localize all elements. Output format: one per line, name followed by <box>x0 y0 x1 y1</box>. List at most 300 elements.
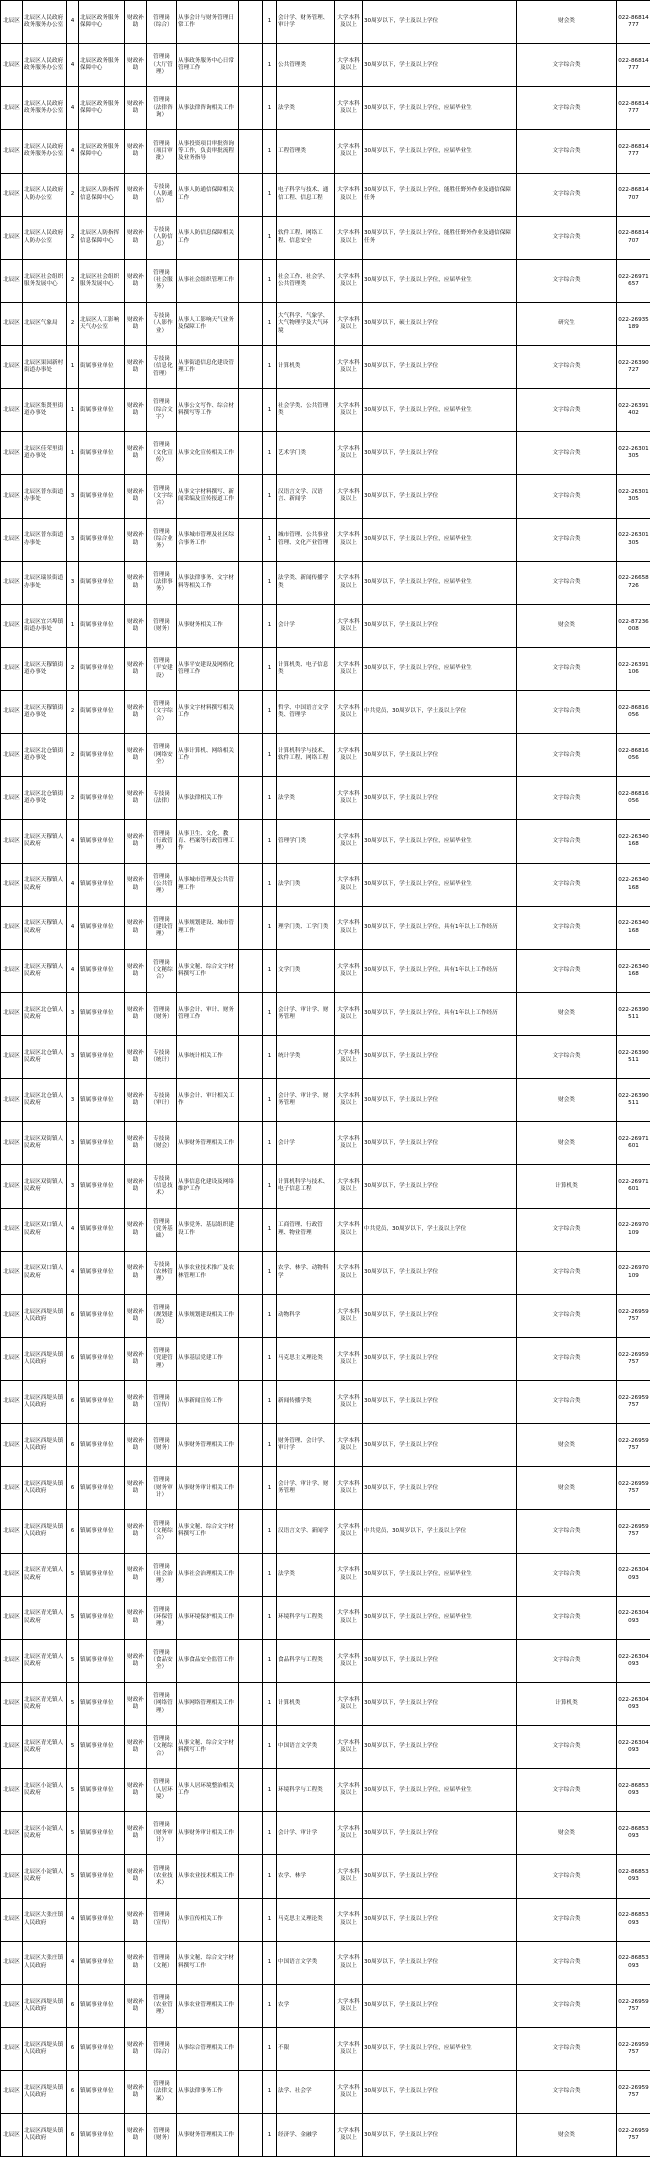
cell-area: 北辰区 <box>1 1 23 44</box>
cell-area: 北辰区 <box>1 1596 23 1639</box>
cell-code: 4 <box>67 906 79 949</box>
cell-exam: 文字综合类 <box>517 820 617 863</box>
cell-code: 5 <box>67 1812 79 1855</box>
cell-code: 6 <box>67 2071 79 2114</box>
table-row <box>1 1079 650 1122</box>
cell-nature: 财政补助 <box>125 949 147 992</box>
cell-job: 从事规划建设、城市管理工作 <box>177 906 239 949</box>
table-row <box>1 561 650 604</box>
cell-exam: 文字综合类 <box>517 2071 617 2114</box>
cell-code: 1 <box>67 432 79 475</box>
cell-other: 30周岁以下，学士及以上学位 <box>363 777 517 820</box>
cell-host: 镇属事业单位 <box>79 1036 125 1079</box>
cell-exam: 财会类 <box>517 1467 617 1510</box>
cell-area: 北辰区 <box>1 2114 23 2157</box>
cell-phone: 022-26959757 <box>617 1510 650 1553</box>
cell-phone: 022-26658726 <box>617 561 650 604</box>
cell-other: 30周岁以下，学士及以上学位，应届毕业生 <box>363 647 517 690</box>
cell-major: 马克思主义理论类 <box>277 1337 335 1380</box>
cell-edu: 大学本科及以上 <box>335 1769 363 1812</box>
cell-type: 管理岗（文字综合） <box>147 475 177 518</box>
cell-num: 1 <box>263 777 277 820</box>
cell-major: 社会学类、公共管理类 <box>277 389 335 432</box>
cell-type: 专技岗（人防信息） <box>147 216 177 259</box>
cell-other: 30周岁以下，学士及以上学位，应届毕业生 <box>363 389 517 432</box>
cell-code: 2 <box>67 302 79 345</box>
cell-type: 管理岗（文化宣传） <box>147 432 177 475</box>
cell-job: 从事财务相关工作 <box>177 604 239 647</box>
table-row <box>1 1682 650 1725</box>
table-row <box>1 1596 650 1639</box>
cell-desc <box>239 604 263 647</box>
cell-phone: 022-26304093 <box>617 1553 650 1596</box>
cell-nature: 财政补助 <box>125 777 147 820</box>
cell-area: 北辰区 <box>1 432 23 475</box>
table-row <box>1 173 650 216</box>
cell-exam: 文字综合类 <box>517 691 617 734</box>
cell-major: 环境科学与工程类 <box>277 1769 335 1812</box>
cell-major: 中国语言文学类 <box>277 1726 335 1769</box>
cell-job: 从事人居环境整治相关工作 <box>177 1769 239 1812</box>
cell-unit: 北辰区小淀镇人民政府 <box>23 1812 67 1855</box>
cell-unit: 北辰区北仓镇人民政府 <box>23 992 67 1035</box>
cell-major: 环境科学与工程类 <box>277 1596 335 1639</box>
cell-nature: 财政补助 <box>125 2071 147 2114</box>
cell-host: 北辰区政务服务保障中心 <box>79 130 125 173</box>
cell-edu: 大学本科及以上 <box>335 561 363 604</box>
cell-type: 管理岗（宣传） <box>147 1381 177 1424</box>
cell-phone: 022-26970109 <box>617 1251 650 1294</box>
cell-other: 30周岁以下，学士及以上学位 <box>363 1036 517 1079</box>
cell-area: 北辰区 <box>1 561 23 604</box>
cell-num: 1 <box>263 302 277 345</box>
cell-exam: 文字综合类 <box>517 518 617 561</box>
cell-code: 4 <box>67 130 79 173</box>
cell-type: 管理岗（建设管理） <box>147 906 177 949</box>
table-body <box>1 1 650 2157</box>
cell-edu: 大学本科及以上 <box>335 2027 363 2070</box>
cell-job: 从事法律咨询相关工作 <box>177 87 239 130</box>
cell-area: 北辰区 <box>1 1208 23 1251</box>
cell-code: 2 <box>67 173 79 216</box>
cell-type: 管理岗（党建管理） <box>147 1337 177 1380</box>
cell-desc <box>239 2071 263 2114</box>
cell-code: 2 <box>67 259 79 302</box>
cell-job: 从事文化宣传相关工作 <box>177 432 239 475</box>
cell-type: 管理岗（综合） <box>147 2027 177 2070</box>
cell-exam: 财会类 <box>517 1122 617 1165</box>
cell-other: 30周岁以下，学士及以上学位 <box>363 604 517 647</box>
cell-unit: 北辰区佳荣里街道办事处 <box>23 432 67 475</box>
cell-nature: 财政补助 <box>125 1467 147 1510</box>
cell-num: 1 <box>263 561 277 604</box>
cell-nature: 财政补助 <box>125 475 147 518</box>
cell-phone: 022-26971601 <box>617 1165 650 1208</box>
cell-type: 专技岗（人影作业） <box>147 302 177 345</box>
cell-host: 镇属事业单位 <box>79 820 125 863</box>
cell-major: 工程管理类 <box>277 130 335 173</box>
cell-type: 管理岗（法律咨询） <box>147 87 177 130</box>
cell-edu: 大学本科及以上 <box>335 1251 363 1294</box>
cell-type: 管理岗（网络管理） <box>147 1682 177 1725</box>
cell-num: 1 <box>263 1596 277 1639</box>
cell-desc <box>239 1984 263 2027</box>
cell-other: 30周岁以下，学士及以上学位 <box>363 432 517 475</box>
cell-area: 北辰区 <box>1 130 23 173</box>
cell-desc <box>239 1553 263 1596</box>
cell-job: 从事财务管理相关工作 <box>177 2114 239 2157</box>
cell-type: 专技岗（财会） <box>147 1122 177 1165</box>
cell-phone: 022-26959757 <box>617 2027 650 2070</box>
cell-major: 大气科学、气象学、大气物理学及大气环境 <box>277 302 335 345</box>
cell-nature: 财政补助 <box>125 302 147 345</box>
cell-code: 6 <box>67 1510 79 1553</box>
cell-host: 镇属事业单位 <box>79 1510 125 1553</box>
cell-edu: 大学本科及以上 <box>335 389 363 432</box>
cell-exam: 财会类 <box>517 1424 617 1467</box>
cell-unit: 北辰区西堤头镇人民政府 <box>23 1467 67 1510</box>
cell-exam: 文字综合类 <box>517 1294 617 1337</box>
cell-phone: 022-26301305 <box>617 432 650 475</box>
cell-job: 从事信息化建设及网络维护工作 <box>177 1165 239 1208</box>
cell-major: 农学 <box>277 1984 335 2027</box>
cell-phone: 022-26390511 <box>617 992 650 1035</box>
cell-exam: 文字综合类 <box>517 216 617 259</box>
cell-area: 北辰区 <box>1 1337 23 1380</box>
cell-num: 1 <box>263 1855 277 1898</box>
cell-type: 管理岗（宣传） <box>147 1898 177 1941</box>
cell-other: 30周岁以下，学士及以上学位，能胜任野外作业及通信保障任务 <box>363 173 517 216</box>
cell-type: 专技岗（人防通信） <box>147 173 177 216</box>
cell-exam: 文字综合类 <box>517 1898 617 1941</box>
cell-other: 中共党员，30周岁以下，学士及以上学位 <box>363 1208 517 1251</box>
cell-exam: 文字综合类 <box>517 44 617 87</box>
table-row <box>1 1467 650 1510</box>
cell-host: 北辰区政务服务保障中心 <box>79 1 125 44</box>
table-row <box>1 1208 650 1251</box>
cell-code: 5 <box>67 1639 79 1682</box>
cell-job: 从事会计与财务管理日常工作 <box>177 1 239 44</box>
cell-job: 从事城市管理及社区综合事务工作 <box>177 518 239 561</box>
cell-desc <box>239 1855 263 1898</box>
table-row <box>1 2114 650 2157</box>
cell-nature: 财政补助 <box>125 1769 147 1812</box>
cell-nature: 财政补助 <box>125 130 147 173</box>
cell-nature: 财政补助 <box>125 647 147 690</box>
cell-desc <box>239 691 263 734</box>
cell-desc <box>239 216 263 259</box>
cell-nature: 财政补助 <box>125 691 147 734</box>
cell-job: 从事法律相关工作 <box>177 777 239 820</box>
cell-edu: 大学本科及以上 <box>335 1510 363 1553</box>
cell-edu: 大学本科及以上 <box>335 1639 363 1682</box>
cell-edu: 大学本科及以上 <box>335 1553 363 1596</box>
cell-num: 1 <box>263 259 277 302</box>
table-row <box>1 1984 650 2027</box>
cell-other: 中共党员，30周岁以下，学士及以上学位 <box>363 1510 517 1553</box>
cell-type: 管理岗（规划建设） <box>147 1294 177 1337</box>
cell-desc <box>239 302 263 345</box>
table-row <box>1 1036 650 1079</box>
cell-exam: 文字综合类 <box>517 647 617 690</box>
cell-phone: 022-86816056 <box>617 734 650 777</box>
cell-phone: 022-26340168 <box>617 906 650 949</box>
cell-host: 北辰区社会组织服务发展中心 <box>79 259 125 302</box>
table-row <box>1 1769 650 1812</box>
cell-job: 从事文字材料撰写相关工作 <box>177 691 239 734</box>
cell-other: 30周岁以下，学士及以上学位 <box>363 475 517 518</box>
cell-code: 6 <box>67 1467 79 1510</box>
cell-desc <box>239 1639 263 1682</box>
cell-major: 汉语言文学、新闻学 <box>277 1510 335 1553</box>
cell-desc <box>239 1812 263 1855</box>
cell-nature: 财政补助 <box>125 1 147 44</box>
cell-host: 镇属事业单位 <box>79 1769 125 1812</box>
table-row <box>1 1553 650 1596</box>
cell-code: 2 <box>67 734 79 777</box>
cell-host: 镇属事业单位 <box>79 1941 125 1984</box>
cell-code: 4 <box>67 1208 79 1251</box>
cell-major: 法学类 <box>277 777 335 820</box>
cell-area: 北辰区 <box>1 2071 23 2114</box>
cell-edu: 大学本科及以上 <box>335 820 363 863</box>
cell-area: 北辰区 <box>1 259 23 302</box>
cell-num: 1 <box>263 1726 277 1769</box>
cell-major: 统计学类 <box>277 1036 335 1079</box>
cell-type: 专技岗（审计） <box>147 1079 177 1122</box>
cell-code: 1 <box>67 604 79 647</box>
cell-host: 镇属事业单位 <box>79 1467 125 1510</box>
cell-num: 1 <box>263 647 277 690</box>
cell-nature: 财政补助 <box>125 216 147 259</box>
table-row <box>1 1 650 44</box>
cell-host: 街属事业单位 <box>79 561 125 604</box>
cell-job: 从事公文写作、综合材料撰写等工作 <box>177 389 239 432</box>
cell-desc <box>239 1726 263 1769</box>
cell-phone: 022-26959757 <box>617 1337 650 1380</box>
cell-num: 1 <box>263 1079 277 1122</box>
cell-code: 5 <box>67 1855 79 1898</box>
cell-code: 6 <box>67 1294 79 1337</box>
cell-code: 3 <box>67 1165 79 1208</box>
cell-job: 从事农业技术相关工作 <box>177 1855 239 1898</box>
cell-unit: 北辰区青光镇人民政府 <box>23 1726 67 1769</box>
cell-code: 3 <box>67 518 79 561</box>
cell-nature: 财政补助 <box>125 820 147 863</box>
cell-code: 3 <box>67 1036 79 1079</box>
cell-major: 中国语言文学类 <box>277 1941 335 1984</box>
cell-area: 北辰区 <box>1 518 23 561</box>
cell-phone: 022-26390511 <box>617 1036 650 1079</box>
cell-phone: 022-26340168 <box>617 820 650 863</box>
cell-exam: 财会类 <box>517 992 617 1035</box>
cell-nature: 财政补助 <box>125 1682 147 1725</box>
cell-code: 2 <box>67 777 79 820</box>
cell-unit: 北辰区宜兴埠镇街道办事处 <box>23 604 67 647</box>
cell-host: 镇属事业单位 <box>79 1984 125 2027</box>
cell-other: 30周岁以下，学士及以上学位，应届毕业生 <box>363 2027 517 2070</box>
cell-major: 城市管理、公共事业管理、文化产业管理 <box>277 518 335 561</box>
cell-area: 北辰区 <box>1 777 23 820</box>
cell-desc <box>239 1251 263 1294</box>
cell-type: 管理岗（食品安全） <box>147 1639 177 1682</box>
cell-job: 从事文秘、综合文字材料撰写工作 <box>177 1726 239 1769</box>
cell-exam: 财会类 <box>517 2114 617 2157</box>
table-row <box>1 302 650 345</box>
table-row <box>1 1855 650 1898</box>
cell-job: 从事财务审计相关工作 <box>177 1467 239 1510</box>
cell-other: 30周岁以下，学士及以上学位 <box>363 1639 517 1682</box>
table-row <box>1 216 650 259</box>
cell-other: 30周岁以下，学士及以上学位 <box>363 1 517 44</box>
cell-exam: 文字综合类 <box>517 389 617 432</box>
cell-code: 4 <box>67 949 79 992</box>
cell-nature: 财政补助 <box>125 1726 147 1769</box>
cell-code: 6 <box>67 1381 79 1424</box>
cell-nature: 财政补助 <box>125 346 147 389</box>
cell-phone: 022-26959757 <box>617 1381 650 1424</box>
cell-host: 北辰区政务服务保障中心 <box>79 87 125 130</box>
cell-edu: 大学本科及以上 <box>335 1682 363 1725</box>
cell-num: 1 <box>263 734 277 777</box>
cell-unit: 北辰区西堤头镇人民政府 <box>23 1381 67 1424</box>
cell-job: 从事法律事务、文字材料等相关工作 <box>177 561 239 604</box>
cell-num: 1 <box>263 1424 277 1467</box>
cell-phone: 022-26304093 <box>617 1726 650 1769</box>
cell-desc <box>239 87 263 130</box>
cell-exam: 研究生 <box>517 302 617 345</box>
cell-other: 中共党员，30周岁以下，学士及以上学位 <box>363 691 517 734</box>
table-row <box>1 1510 650 1553</box>
cell-other: 30周岁以下，学士及以上学位 <box>363 1941 517 1984</box>
cell-num: 1 <box>263 432 277 475</box>
cell-edu: 大学本科及以上 <box>335 259 363 302</box>
cell-area: 北辰区 <box>1 1424 23 1467</box>
cell-phone: 022-26391106 <box>617 647 650 690</box>
table-row <box>1 130 650 173</box>
cell-area: 北辰区 <box>1 87 23 130</box>
cell-host: 镇属事业单位 <box>79 863 125 906</box>
cell-other: 30周岁以下，学士及以上学位，应届毕业生 <box>363 130 517 173</box>
cell-exam: 文字综合类 <box>517 130 617 173</box>
cell-major: 会计学、审计学、财务管理 <box>277 1079 335 1122</box>
cell-exam: 计算机类 <box>517 1682 617 1725</box>
cell-job: 从事社会组织管理工作 <box>177 259 239 302</box>
cell-unit: 北辰区双口镇人民政府 <box>23 1208 67 1251</box>
cell-job: 从事文秘、综合文字材料撰写工作 <box>177 949 239 992</box>
cell-nature: 财政补助 <box>125 1122 147 1165</box>
cell-host: 镇属事业单位 <box>79 1294 125 1337</box>
table-row <box>1 604 650 647</box>
cell-host: 街属事业单位 <box>79 389 125 432</box>
cell-desc <box>239 647 263 690</box>
cell-unit: 北辰区天穆镇街道办事处 <box>23 691 67 734</box>
cell-num: 1 <box>263 1682 277 1725</box>
cell-major: 管理学门类 <box>277 820 335 863</box>
cell-edu: 大学本科及以上 <box>335 432 363 475</box>
cell-other: 30周岁以下，学士及以上学位 <box>363 1381 517 1424</box>
cell-num: 1 <box>263 1251 277 1294</box>
cell-type: 管理岗（农业技术） <box>147 1855 177 1898</box>
cell-area: 北辰区 <box>1 1855 23 1898</box>
cell-other: 30周岁以下，学士及以上学位，应届毕业生 <box>363 561 517 604</box>
cell-num: 1 <box>263 1122 277 1165</box>
cell-nature: 财政补助 <box>125 561 147 604</box>
cell-phone: 022-86816056 <box>617 691 650 734</box>
cell-exam: 文字综合类 <box>517 1984 617 2027</box>
cell-nature: 财政补助 <box>125 1294 147 1337</box>
cell-other: 30周岁以下，学士及以上学位，应届毕业生 <box>363 87 517 130</box>
table-row <box>1 518 650 561</box>
cell-unit: 北辰区西堤头镇人民政府 <box>23 1984 67 2027</box>
cell-phone: 022-26390511 <box>617 1079 650 1122</box>
cell-desc <box>239 906 263 949</box>
cell-edu: 大学本科及以上 <box>335 1596 363 1639</box>
cell-desc <box>239 1381 263 1424</box>
cell-major: 法学类、新闻传播学类 <box>277 561 335 604</box>
cell-nature: 财政补助 <box>125 432 147 475</box>
cell-num: 1 <box>263 1337 277 1380</box>
cell-major: 法学、社会学 <box>277 2071 335 2114</box>
cell-edu: 大学本科及以上 <box>335 1208 363 1251</box>
cell-exam: 文字综合类 <box>517 346 617 389</box>
cell-desc <box>239 2027 263 2070</box>
cell-host: 北辰区人防指挥信息保障中心 <box>79 216 125 259</box>
cell-host: 镇属事业单位 <box>79 1165 125 1208</box>
cell-nature: 财政补助 <box>125 1208 147 1251</box>
cell-num: 1 <box>263 475 277 518</box>
cell-exam: 文字综合类 <box>517 1553 617 1596</box>
cell-num: 1 <box>263 1165 277 1208</box>
cell-host: 街属事业单位 <box>79 734 125 777</box>
cell-other: 30周岁以下，学士及以上学位，应届毕业生 <box>363 1553 517 1596</box>
cell-area: 北辰区 <box>1 604 23 647</box>
cell-major: 会计学 <box>277 604 335 647</box>
cell-desc <box>239 734 263 777</box>
cell-exam: 文字综合类 <box>517 1337 617 1380</box>
cell-desc <box>239 1337 263 1380</box>
cell-phone: 022-86814777 <box>617 87 650 130</box>
cell-type: 管理岗（党务基础） <box>147 1208 177 1251</box>
cell-job: 从事财务审计相关工作 <box>177 1812 239 1855</box>
cell-num: 1 <box>263 1467 277 1510</box>
cell-unit: 北辰区人民政府人防办公室 <box>23 173 67 216</box>
cell-host: 镇属事业单位 <box>79 2027 125 2070</box>
cell-desc <box>239 1682 263 1725</box>
cell-num: 1 <box>263 216 277 259</box>
cell-other: 30周岁以下，学士及以上学位 <box>363 1251 517 1294</box>
cell-code: 6 <box>67 1337 79 1380</box>
cell-major: 会计学、审计学、财务管理 <box>277 1467 335 1510</box>
cell-edu: 大学本科及以上 <box>335 1726 363 1769</box>
cell-desc <box>239 2114 263 2157</box>
cell-edu: 大学本科及以上 <box>335 734 363 777</box>
cell-job: 从事统计相关工作 <box>177 1036 239 1079</box>
cell-other: 30周岁以下，学士及以上学位 <box>363 1682 517 1725</box>
cell-host: 街属事业单位 <box>79 604 125 647</box>
cell-code: 3 <box>67 992 79 1035</box>
cell-major: 艺术学门类 <box>277 432 335 475</box>
cell-area: 北辰区 <box>1 1639 23 1682</box>
cell-job: 从事人防信息保障相关工作 <box>177 216 239 259</box>
cell-host: 镇属事业单位 <box>79 1122 125 1165</box>
cell-area: 北辰区 <box>1 1294 23 1337</box>
cell-major: 计算机类、电子信息类 <box>277 647 335 690</box>
cell-other: 30周岁以下，学士及以上学位 <box>363 2071 517 2114</box>
cell-num: 1 <box>263 992 277 1035</box>
cell-nature: 财政补助 <box>125 1639 147 1682</box>
cell-code: 2 <box>67 691 79 734</box>
